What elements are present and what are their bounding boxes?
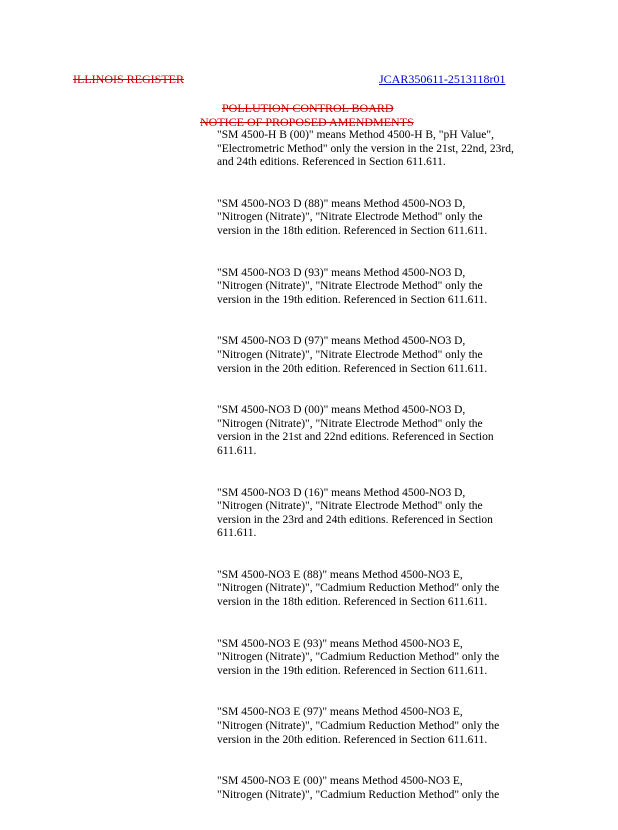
definition-line: version in the 20th edition. Referenced in Section 611.611.: [217, 362, 488, 375]
definition-line: 611.611.: [217, 444, 257, 457]
definition-line: version in the 23rd and 24th editions. Referenced in Section: [217, 513, 493, 526]
definition-line: "Nitrogen (Nitrate)", "Cadmium Reduction Method" only the: [217, 651, 500, 664]
definition-line: "SM 4500-H B (00)" means Method 4500-H B, "pH Value",: [217, 129, 494, 141]
definition-line: "Electrometric Method" only the version in the 21st, 22nd, 23rd,: [217, 142, 514, 155]
definition-item: [217, 638, 547, 679]
register-header: ILLINOIS REGISTER: [73, 72, 184, 86]
definition-line: version in the 20th edition. Referenced in Section 611.611.: [217, 733, 488, 746]
definition-line: version in the 19th edition. Referenced in Section 611.611.: [217, 293, 488, 306]
definition-line: 611.611.: [217, 527, 257, 540]
definition-line: version in the 21st and 22nd editions. Referenced in Section: [217, 431, 494, 444]
definition-line: version in the 18th edition. Referenced in Section 611.611.: [217, 596, 488, 609]
definition-item: [217, 267, 547, 308]
definition-line: version in the 18th edition. Referenced in Section 611.611.: [217, 224, 488, 237]
definition-line: "SM 4500-NO3 D (93)" means Method 4500-NO3 D,: [217, 266, 466, 279]
definition-line: "Nitrogen (Nitrate)", "Cadmium Reduction Method" only the: [217, 582, 500, 595]
definition-line: "Nitrogen (Nitrate)", "Cadmium Reduction Method" only the: [217, 720, 500, 733]
definition-line: "Nitrogen (Nitrate)", "Nitrate Electrode Method" only the: [217, 348, 483, 361]
definition-line: "SM 4500-NO3 E (93)" means Method 4500-NO3 E,: [217, 637, 463, 650]
definition-line: "Nitrogen (Nitrate)", "Cadmium Reduction Method" only the: [217, 788, 500, 801]
definition-line: "SM 4500-NO3 D (88)" means Method 4500-NO3 D,: [217, 197, 466, 210]
definition-line: "SM 4500-NO3 E (00)" means Method 4500-NO3 E,: [217, 775, 463, 788]
definition-line: and 24th editions. Referenced in Section 611.611.: [217, 156, 446, 169]
notice-title: NOTICE OF PROPOSED AMENDMENTS: [200, 115, 414, 129]
definitions-list: [217, 129, 547, 830]
definition-item: [217, 129, 547, 170]
definition-item: [217, 335, 547, 376]
definition-item: [217, 198, 547, 239]
definition-line: "SM 4500-NO3 E (88)" means Method 4500-NO3 E,: [217, 568, 463, 581]
definition-line: version in the 19th edition. Referenced in Section 611.611.: [217, 664, 488, 677]
definition-item: [217, 706, 547, 747]
definition-line: "Nitrogen (Nitrate)", "Nitrate Electrode Method" only the: [217, 500, 483, 513]
definition-line: "Nitrogen (Nitrate)", "Nitrate Electrode Method" only the: [217, 417, 483, 430]
definition-line: "Nitrogen (Nitrate)", "Nitrate Electrode Method" only the: [217, 280, 483, 293]
definition-line: "SM 4500-NO3 E (97)" means Method 4500-NO3 E,: [217, 706, 463, 719]
definition-line: "SM 4500-NO3 D (00)" means Method 4500-NO3 D,: [217, 404, 466, 417]
definition-line: "SM 4500-NO3 D (16)" means Method 4500-NO3 D,: [217, 486, 466, 499]
definition-item: [217, 404, 547, 458]
definition-item: [217, 569, 547, 610]
definition-item: [217, 775, 547, 802]
definition-line: "SM 4500-NO3 D (97)" means Method 4500-NO3 D,: [217, 335, 466, 348]
board-title: POLLUTION CONTROL BOARD: [222, 101, 394, 115]
definition-item: [217, 487, 547, 541]
jcar-reference[interactable]: JCAR350611-2513118r01: [379, 72, 506, 86]
definition-line: "Nitrogen (Nitrate)", "Nitrate Electrode Method" only the: [217, 211, 483, 224]
